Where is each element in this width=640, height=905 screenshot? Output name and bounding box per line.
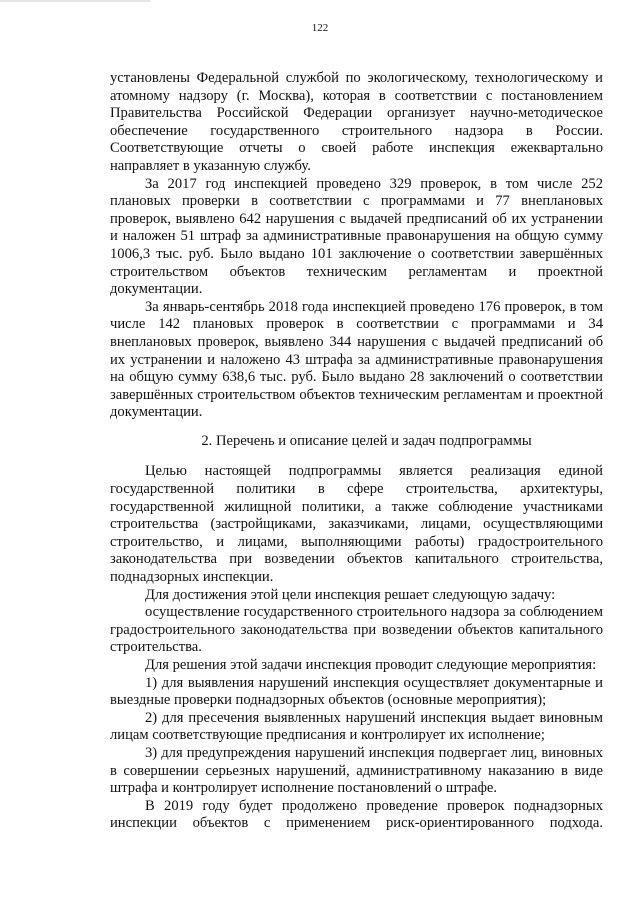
paragraph-2: За 2017 год инспекцией проведено 329 проверок, в том числе 252 плановых проверки в соответствии с программами и 77 внеплановых проверок, выявлено 642 нарушения с выдачей предписаний об их устранении и наложен 51 штраф за административные правонарушения на общую сумму 1006,3 тыс. руб. Было выдано 101 заключение о соответствии завершённых строительством объектов техническим регламентам и проектной документации.	[110, 175, 603, 298]
paragraph-4: Целью настоящей подпрограммы является реализация единой государственной политики в сфере строительства, архитектуры, государственной жилищной политики, а также соблюдение участниками строительства (застройщиками, заказчиками, лицами, осуществляющими строительство, и лицами, выполняющими работы) градостроительного законодательства при возведении объектов капитального строительства, поднадзорных инспекции.	[110, 463, 603, 586]
paragraph-6: осуществление государственного строительного надзора за соблюдением градостроительного законодательства при возведении объектов капитального строительства.	[110, 604, 603, 656]
scan-edge-line	[0, 0, 150, 2]
list-item-1: 1) для выявления нарушений инспекция осуществляет документарные и выездные проверки поднадзорных объектов (основные мероприятия);	[110, 674, 603, 709]
section-heading: 2. Перечень и описание целей и задач подпрограммы	[201, 432, 532, 449]
document-body	[110, 70, 603, 833]
paragraph-1: установлены Федеральной службой по экологическому, технологическому и атомному надзору (г. Москва), которая в соответствии с постановлением Правительства Российской Федерации организует научно-методическое обеспечение государственного строительного надзора в России. Соответствующие отчеты о своей работе инспекция ежеквартально направляет в указанную службу.	[110, 70, 603, 174]
list-item-2: 2) для пресечения выявленных нарушений инспекция выдает виновным лицам соответствующие предписания и контролирует их исполнение;	[110, 709, 603, 744]
page-number: 122	[311, 22, 329, 34]
paragraph-5: Для достижения этой цели инспекция решает следующую задачу:	[145, 586, 556, 603]
paragraph-7: Для решения этой задачи инспекция проводит следующие мероприятия:	[145, 657, 597, 673]
paragraph-3: За январь-сентябрь 2018 года инспекцией проведено 176 проверок, в том числе 142 плановых проверок в соответствии с программами и 34 внеплановых проверок, выявлено 344 нарушения с выдачей предписаний об их устранении и наложено 43 штрафа за административные правонарушения на общую сумму 638,6 тыс. руб. Было выдано 28 заключений о соответствии завершённых строительством объектов техническим регламентам и проектной документации.	[110, 298, 603, 421]
list-item-3: 3) для предупреждения нарушений инспекция подвергает лиц, виновных в совершении серьезных нарушений, административному наказанию в виде штрафа и контролирует исполнение постановлений о штрафе.	[110, 744, 603, 797]
paragraph-8: В 2019 году будет продолжено проведение проверок поднадзорных инспекции объектов с применением риск-ориентированного подхода.	[110, 797, 603, 832]
